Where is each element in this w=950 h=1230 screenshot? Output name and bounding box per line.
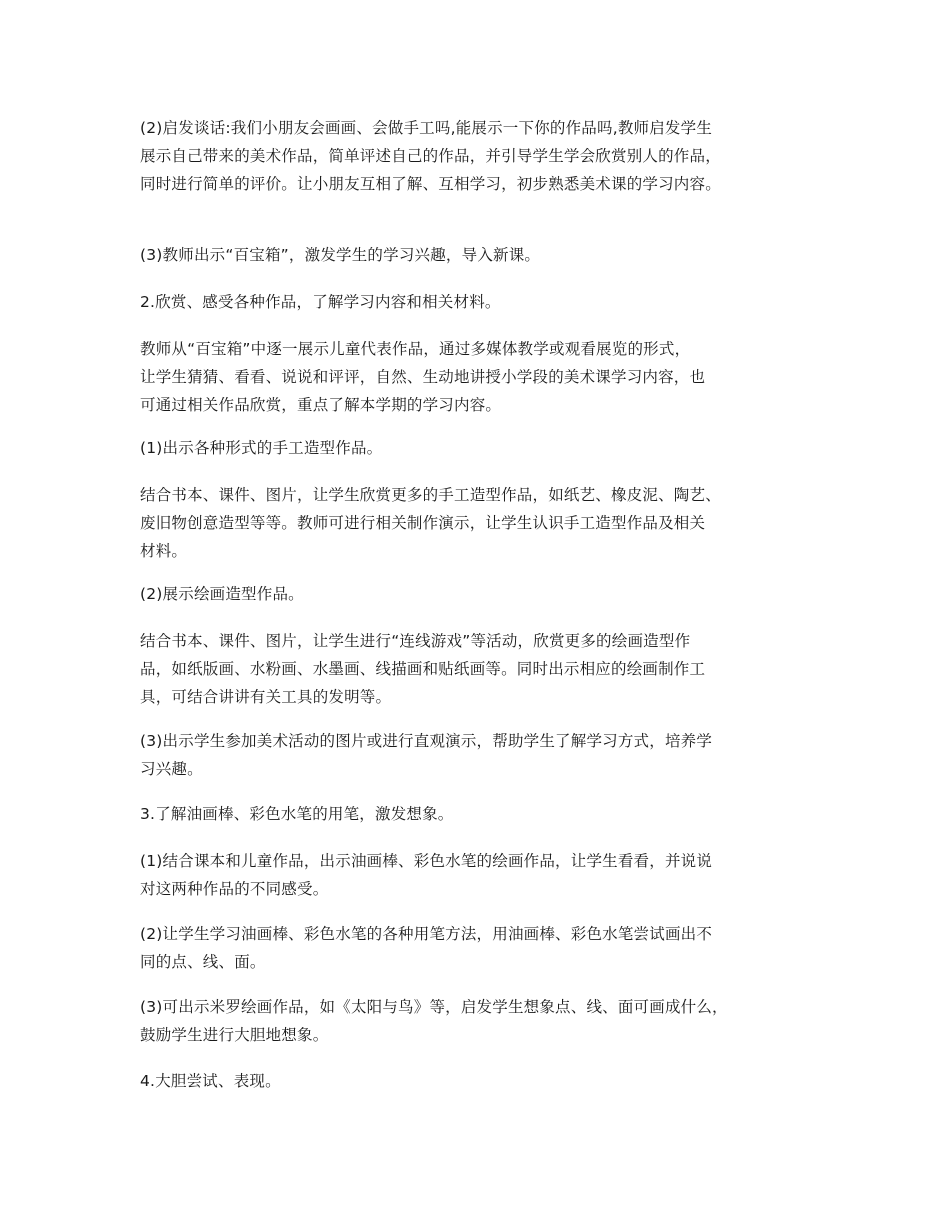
- paragraph-oil-pastel-works: [140, 847, 830, 903]
- text-line: 教师从“百宝箱”中逐一展示儿童代表作品，通过多媒体教学或观看展览的形式，: [140, 340, 691, 358]
- text-line: (1)结合课本和儿童作品，出示油画棒、彩色水笔的绘画作品，让学生看看，并说说: [140, 852, 713, 870]
- text-line: 同时进行简单的评价。让小朋友互相了解、互相学习，初步熟悉美术课的学习内容。: [140, 175, 721, 193]
- text-line: 品，如纸版画、水粉画、水墨画、线描画和贴纸画等。同时出示相应的绘画制作工: [140, 660, 706, 678]
- section-heading-2: [140, 288, 830, 316]
- text-line: 展示自己带来的美术作品，简单评述自己的作品，并引导学生学会欣赏别人的作品，: [140, 147, 721, 165]
- paragraph-teacher-display: [140, 335, 830, 419]
- text-line: 具，可结合讲讲有关工具的发明等。: [140, 688, 392, 706]
- text-line: (3)出示学生参加美术活动的图片或进行直观演示，帮助学生了解学习方式，培养学: [140, 732, 713, 750]
- paragraph-treasure-box: [140, 241, 830, 269]
- text-line: 习兴趣。: [140, 760, 203, 778]
- text-line: (3)可出示米罗绘画作品，如《太阳与鸟》等，启发学生想象点、线、面可画成什么，: [140, 998, 728, 1016]
- paragraph-handcraft-detail: [140, 481, 830, 565]
- text-line: 可通过相关作品欣赏，重点了解本学期的学习内容。: [140, 396, 502, 414]
- text-line: 结合书本、课件、图片，让学生欣赏更多的手工造型作品，如纸艺、橡皮泥、陶艺、: [140, 486, 721, 504]
- text-line: (1)出示各种形式的手工造型作品。: [140, 439, 383, 457]
- text-line: 材料。: [140, 542, 188, 560]
- section-heading-3: [140, 800, 830, 828]
- text-line: (3)教师出示“百宝箱”，激发学生的学习兴趣，导入新课。: [140, 246, 541, 264]
- text-line: 废旧物创意造型等等。教师可进行相关制作演示，让学生认识手工造型作品及相关: [140, 514, 706, 532]
- text-line: 结合书本、课件、图片，让学生进行“连线游戏”等活动，欣赏更多的绘画造型作: [140, 632, 691, 650]
- paragraph-inspire-talk: [140, 114, 830, 198]
- section-heading-4: [140, 1067, 830, 1095]
- text-line: 4.大胆尝试、表现。: [140, 1072, 281, 1090]
- paragraph-art-activities: [140, 727, 830, 783]
- paragraph-handcraft-works: [140, 434, 830, 462]
- text-line: (2)启发谈话:我们小朋友会画画、会做手工吗,能展示一下你的作品吗,教师启发学生: [140, 119, 713, 137]
- paragraph-painting-works: [140, 580, 830, 608]
- text-line: 鼓励学生进行大胆地想象。: [140, 1026, 329, 1044]
- text-line: 让学生猜猜、看看、说说和评评，自然、生动地讲授小学段的美术课学习内容，也: [140, 368, 706, 386]
- text-line: 3.了解油画棒、彩色水笔的用笔，激发想象。: [140, 805, 454, 823]
- text-line: 2.欣赏、感受各种作品，了解学习内容和相关材料。: [140, 293, 501, 311]
- text-line: (2)让学生学习油画棒、彩色水笔的各种用笔方法，用油画棒、彩色水笔尝试画出不: [140, 925, 713, 943]
- text-line: 同的点、线、面。: [140, 953, 266, 971]
- text-line: (2)展示绘画造型作品。: [140, 585, 304, 603]
- paragraph-brush-methods: [140, 920, 830, 976]
- paragraph-painting-detail: [140, 627, 830, 711]
- text-line: 对这两种作品的不同感受。: [140, 880, 329, 898]
- paragraph-miro-works: [140, 993, 830, 1049]
